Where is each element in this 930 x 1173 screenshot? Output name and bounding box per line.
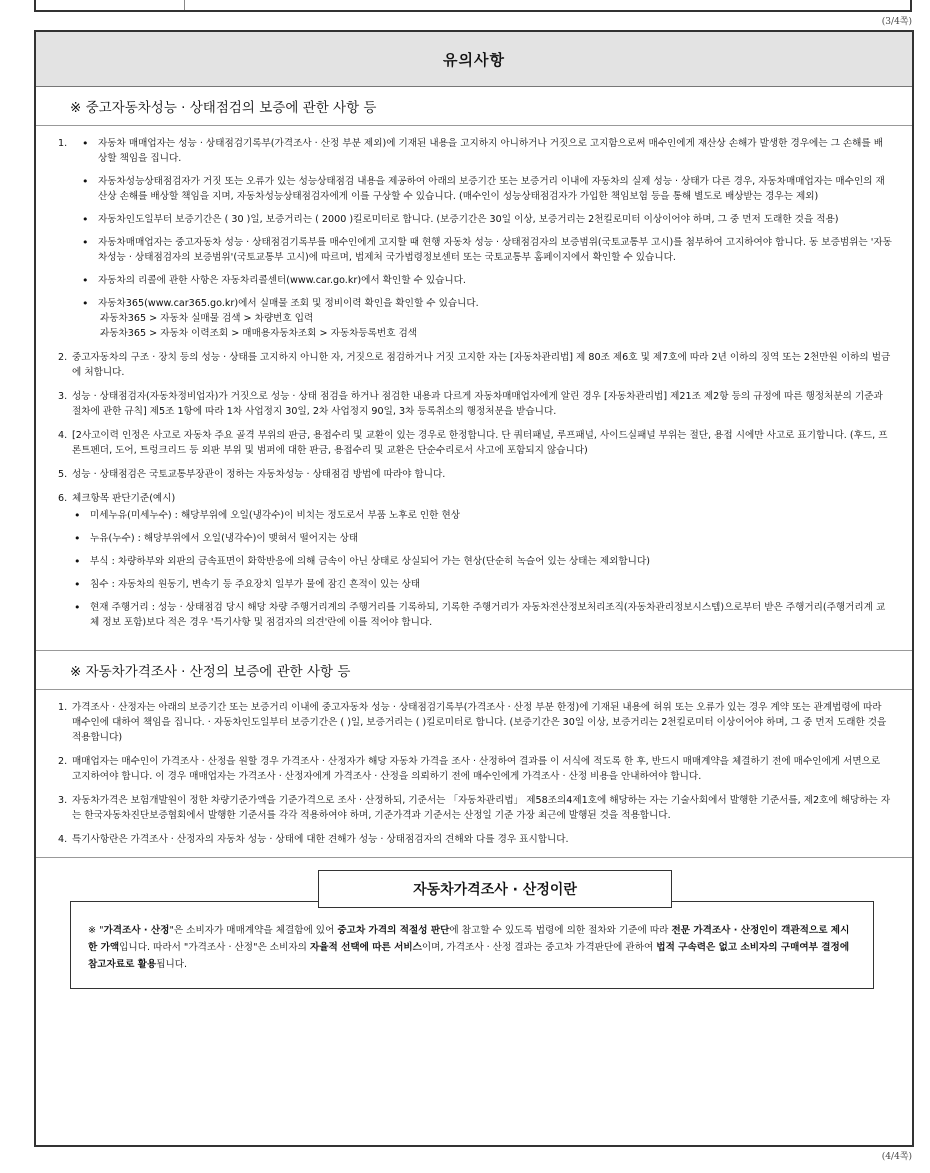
performance-section-heading: ※ 중고자동차성능 · 상태점검의 보증에 관한 사항 등 [36,87,912,126]
concept-text-part: 이며, 가격조사 · 산정 결과는 중고차 가격판단에 관하여 [421,942,657,953]
list-item [58,350,892,380]
list-item [58,389,892,419]
bullet-item: • 누유(누수) : 해당부위에서 오일(냉각수)이 맺혀서 떨어지는 상태 [72,531,892,546]
item-heading: 체크항목 판단기준(예시) [72,493,176,504]
table-divider [184,0,185,10]
item-text: 가격조사 · 산정자는 아래의 보증기간 또는 보증거리 이내에 중고자동차 성능 · 상태점검기록부(가격조사 · 산정 부분 한정)에 기재된 내용에 허위 또는 오류가 있는 경우 계약 또는 관계법령에 따라 매수인에 대하여 책임을 집니다. · 자동차인도일부터 보증기간은 ( )일, 보증거리는 ( )킬로미터로 합니다. (보증기간은 30일 이상, 보증거리는 2천킬로미터 이상이어야 하며, 그 중 먼저 도래한 것을 적용합니다) [72,702,887,743]
bullet-item: • 자동차 매매업자는 성능 · 상태점검기록부(가격조사 · 산정 부분 제외)에 기재된 내용을 고지하지 아니하거나 거짓으로 고지함으로써 매수인에게 재산상 손해가 발생한 경우에는 그 손해를 배상할 책임을 집니다. [80,136,892,166]
concept-emphasis: 가격조사 · 산정 [103,925,170,936]
bullet-list [80,136,892,341]
item-text: 특기사항란은 가격조사 · 산정자의 자동차 성능 · 상태에 대한 견해가 성능 · 상태점검자의 견해와 다를 경우 표시합니다. [72,834,569,845]
notice-frame [34,30,914,1147]
previous-page-frame [34,0,912,12]
item-number: 3. [58,391,68,402]
concept-emphasis: 자율적 선택에 따른 서비스 [309,942,422,953]
item-number: 4. [58,430,68,441]
bullet-item: • 자동차매매업자는 중고자동차 성능 · 상태점검기록부를 매수인에게 고지할 때 현행 자동차 성능 · 상태점검자의 보증범위(국토교통부 고시)를 첨부하여 고지하여야 합니다. 동 보증범위는 '자동차성능 · 상태점검자의 보증범위'(국토교통부 고시)에 따르며, 법제처 국가법령정보센터 또는 국토교통부 홈페이지에서 확인할 수 있습니다. [80,235,892,265]
list-item [58,700,892,745]
item-text: 성능 · 상태점검자(자동차정비업자)가 거짓으로 성능 · 상태 점검을 하거나 점검한 내용과 다르게 자동차매매업자에게 알린 경우 [자동차관리법] 제21조 제2항 등의 규정에 따른 행정처분의 기준과 절차에 관한 규칙] 제5조 1항에 따라 1차 사업정지 30일, 2차 사업정지 90일, 3차 등록취소의 행정처분을 받습니다. [72,391,883,417]
price-section-body [36,690,912,857]
concept-text-part: ※ " [88,925,104,936]
previous-page-number: (3/4쪽) [881,17,912,27]
list-item [58,136,892,341]
item-text: 성능 · 상태점검은 국토교통부장관이 정하는 자동차성능 · 상태점검 방법에 따라야 합니다. [72,469,446,480]
performance-section [36,87,912,651]
bullet-item: • 미세누유(미세누수) : 해당부위에 오일(냉각수)이 비치는 정도로서 부품 노후로 인한 현상 [72,508,892,523]
price-section-heading: ※ 자동차가격조사 · 산정의 보증에 관한 사항 등 [36,651,912,690]
list-item [58,832,892,847]
page-title: 유의사항 [36,32,912,87]
item-text: [2사고이력 인정은 사고로 자동차 주요 골격 부위의 판금, 용접수리 및 교환이 있는 경우로 한정합니다. 단 쿼터패널, 루프패널, 사이드실패널 부위는 절단, 용접 시에만 사고로 표기합니다. (후드, 프론트펜더, 도어, 트렁크리드 등 외판 부위 및 범퍼에 대한 판금, 용접수리 및 교환은 단순수리로서 사고에 포함되지 않습니다) [72,430,888,456]
concept-title: 자동차가격조사 · 산정이란 [318,870,672,908]
sub-item: - 자동차365 > 자동차 실매물 검색 > 차량번호 입력 [98,311,892,326]
concept-text-part: "은 소비자가 매매계약을 체결함에 있어 [169,925,338,936]
sub-list [98,311,892,341]
bullet-item: • 자동차인도일부터 보증기간은 ( 30 )일, 보증거리는 ( 2000 )킬로미터로 합니다. (보증기간은 30일 이상, 보증거리는 2천킬로미터 이상이어야 하며, 그 중 먼저 도래한 것을 적용) [80,212,892,227]
item-number: 1. [58,702,68,713]
bullet-item: • 자동차의 리콜에 관한 사항은 자동차리콜센터(www.car.go.kr)에서 확인할 수 있습니다. [80,273,892,288]
bullet-item: • 부식 : 차량하부와 외판의 금속표면이 화학반응에 의해 금속이 아닌 상태로 상실되어 가는 현상(단순히 녹슬어 있는 상태는 제외합니다) [72,554,892,569]
item-number: 2. [58,352,68,363]
concept-area [36,858,912,1018]
concept-text-part: 에 참고할 수 있도록 법령에 의한 절차와 기준에 따라 [449,925,672,936]
item-text: 매매업자는 매수인이 가격조사 · 산정을 원할 경우 가격조사 · 산정자가 해당 자동차 가격을 조사 · 산정하여 결과를 이 서식에 적도록 한 후, 반드시 매매계약을 체결하기 전에 매수인에게 서면으로 고지하여야 합니다. 이 경우 매매업자는 가격조사 · 산정자에게 가격조사 · 산정을 의뢰하기 전에 매수인에게 가격조사 · 산정 비용을 안내하여야 합니다. [72,756,881,782]
bullet-item: • 자동차성능상태점검자가 거짓 또는 오류가 있는 성능상태점검 내용을 제공하여 아래의 보증기간 또는 보증거리 이내에 자동차의 실제 성능 · 상태가 다른 경우, 자동차매매업자는 매수인의 재산상 손해를 배상할 책임을 지며, 자동차성능상태점검자에게 이를 구상할 수 있습니다. (매수인이 성능상태점검자가 가입한 책임보험 등을 통해 별도로 배상받는 경우는 제외) [80,174,892,204]
concept-emphasis: 전문 가격조사 · 산정인이 객관적으로 제시한 가액 [88,925,850,953]
item-number: 1. [58,138,68,149]
list-item [58,428,892,458]
sub-item: - 자동차365 > 자동차 이력조회 > 매매용자동차조회 > 자동차등록번호 검색 [98,326,892,341]
item-text: 자동차가격은 보험개발원이 정한 차량기준가액을 기준가격으로 조사 · 산정하되, 기준서는 「자동차관리법」 제58조의4제1호에 해당하는 자는 기술사회에서 발행한 기준서를, 제2호에 해당하는 자는 한국자동차진단보증협회에서 발행한 기준서를 각각 적용하여야 하며, 기준가격과 기준서는 산정일 기준 가장 최근에 발행된 것을 적용합니다. [72,795,891,821]
item-number: 6. [58,493,68,504]
page-number: (4/4쪽) [881,1152,912,1162]
list-item [58,491,892,638]
concept-emphasis: 법적 구속력은 없고 소비자의 구매여부 결정에 참고자료로 활용 [88,942,850,970]
bullet-item [80,296,892,341]
item-number: 5. [58,469,68,480]
item-number: 4. [58,834,68,845]
bullet-list [72,508,892,630]
item-text: 중고자동차의 구조 · 장치 등의 성능 · 상태를 고지하지 아니한 자, 거짓으로 점검하거나 거짓 고지한 자는 [자동차관리법] 제 80조 제6호 및 제7호에 따라 2년 이하의 징역 또는 2천만원 이하의 벌금에 처합니다. [72,352,891,378]
bullet-text: • 자동차365(www.car365.go.kr)에서 실매물 조회 및 정비이력 확인을 확인할 수 있습니다. [98,298,479,309]
list-item [58,754,892,784]
list-item [58,467,892,482]
bullet-item: • 현재 주행거리 : 성능 · 상태점검 당시 해당 차량 주행거리계의 주행거리를 기록하되, 기록한 주행거리가 자동차전산정보처리조직(자동차관리정보시스템)으로부터 받은 주행거리(주행거리계 교체 정보 포함)보다 적은 경우 '특기사항 및 점검자의 의견'란에 이를 적어야 합니다. [72,600,892,630]
item-number: 2. [58,756,68,767]
concept-text-part: 입니다. 따라서 "가격조사 · 산정"은 소비자의 [119,942,310,953]
concept-text [88,922,852,973]
item-number: 3. [58,795,68,806]
concept-emphasis: 중고차 가격의 적절성 판단 [337,925,450,936]
price-section [36,651,912,858]
performance-section-body [36,126,912,650]
concept-text-part: 됩니다. [156,959,188,970]
list-item [58,793,892,823]
bullet-item: • 침수 : 자동차의 원동기, 변속기 등 주요장치 일부가 물에 잠긴 흔적이 있는 상태 [72,577,892,592]
